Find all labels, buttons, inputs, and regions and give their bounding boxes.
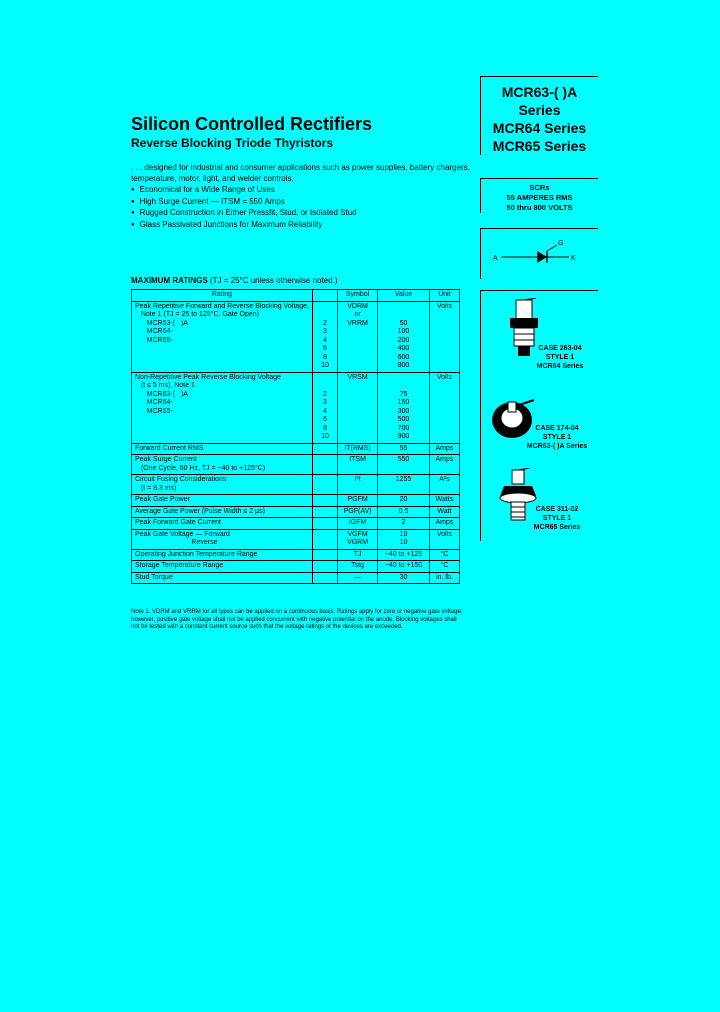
table-row xyxy=(132,372,460,443)
unit-cell: Amps xyxy=(429,443,459,455)
symbol-cell: TJ xyxy=(338,549,378,561)
rating-cell: Peak Forward Gate Current xyxy=(132,518,313,530)
code-cell xyxy=(312,561,337,573)
symbol-cell: — xyxy=(338,572,378,584)
unit-cell: Volts xyxy=(429,372,459,443)
unit-cell: °C xyxy=(429,561,459,573)
code-cell xyxy=(312,518,337,530)
case-style: STYLE 1 xyxy=(542,515,572,522)
value-cell: 2 xyxy=(378,518,430,530)
value-cell: 50 100 200 400 600 800 xyxy=(378,301,430,372)
table-row xyxy=(132,495,460,507)
symbol-cell: I²t xyxy=(338,475,378,495)
anode-label: A xyxy=(493,255,498,262)
code-cell xyxy=(312,572,337,584)
value-cell: 10 10 xyxy=(378,529,430,549)
spec-line: 55 AMPERES RMS xyxy=(506,193,573,202)
value-cell: −40 to +125 xyxy=(378,549,430,561)
unit-cell: °C xyxy=(429,549,459,561)
case-series: MCR63-( )A Series xyxy=(526,443,588,450)
header-rating: Rating xyxy=(132,290,313,302)
intro-text: . . . designed for industrial and consumer applications such as power supplies, battery chargers, temperature, motor, light, and welder controls. xyxy=(131,163,470,183)
feature-item: ● Economical for a Wide Range of Uses xyxy=(131,185,357,197)
spec-line: SCRs xyxy=(529,183,550,192)
case-number: CASE 311-02 xyxy=(535,506,579,513)
unit-cell: in. lb. xyxy=(429,572,459,584)
rating-cell: Storage Temperature Range xyxy=(132,561,313,573)
unit-cell: Volts xyxy=(429,301,459,372)
rating-cell: Peak Gate Voltage — Forward Reverse xyxy=(132,529,313,549)
rating-cell: Forward Current RMS xyxy=(132,443,313,455)
code-cell xyxy=(312,443,337,455)
package-caption xyxy=(517,424,597,451)
package-caption xyxy=(517,505,597,532)
table-row xyxy=(132,529,460,549)
header-value: Value xyxy=(378,290,430,302)
code-cell xyxy=(312,506,337,518)
symbol-cell: IT(RMS) xyxy=(338,443,378,455)
case-series: MCR64 Series xyxy=(536,363,584,370)
value-cell: 20 xyxy=(378,495,430,507)
table-row xyxy=(132,572,460,584)
rating-cell: Peak Gate Power xyxy=(132,495,313,507)
rating-cell: Peak Repetitive Forward and Reverse Blocking Voltage, Note 1 (TJ = 25 to 125°C, Gate Open) MCR63-( )A MCR64- MCR65- xyxy=(132,301,313,372)
rating-cell: Peak Surge Current (One Cycle, 60 Hz, TJ = −40 to +125°C) xyxy=(132,455,313,475)
header-code xyxy=(312,290,337,302)
unit-cell: A²s xyxy=(429,475,459,495)
case-style: STYLE 1 xyxy=(542,434,572,441)
ratings-body xyxy=(132,301,460,584)
case-series: MCR65 Series xyxy=(533,524,581,531)
table-row xyxy=(132,549,460,561)
feature-item: ● High Surge Current — ITSM = 550 Amps xyxy=(131,197,357,209)
series-line: MCR63-( )A xyxy=(501,84,578,100)
code-cell xyxy=(312,495,337,507)
series-line: Series xyxy=(518,102,561,118)
table-row xyxy=(132,443,460,455)
unit-cell: Amps xyxy=(429,518,459,530)
spec-line: 50 thru 800 VOLTS xyxy=(506,203,573,212)
scr-symbol-icon xyxy=(481,229,598,279)
code-cell: 2 3 4 6 8 10 xyxy=(312,372,337,443)
spec-box xyxy=(480,178,598,213)
ratings-title-text: MAXIMUM RATINGS xyxy=(131,276,208,285)
table-header-row xyxy=(132,290,460,302)
feature-list xyxy=(131,185,357,231)
page-title: Silicon Controlled Rectifiers xyxy=(131,114,373,134)
ratings-condition: (TJ = 25°C unless otherwise noted.) xyxy=(209,276,338,285)
rating-cell: Stud Torque xyxy=(132,572,313,584)
ratings-title xyxy=(131,276,337,285)
symbol-cell: VGFM VGRM xyxy=(338,529,378,549)
unit-cell: Volts xyxy=(429,529,459,549)
table-row xyxy=(132,518,460,530)
code-cell xyxy=(312,549,337,561)
unit-cell: Watt xyxy=(429,506,459,518)
code-cell xyxy=(312,455,337,475)
feature-item: ● Glass Passivated Junctions for Maximum Reliability xyxy=(131,220,357,232)
cathode-label: K xyxy=(571,255,576,262)
table-row xyxy=(132,301,460,372)
header-unit: Unit xyxy=(429,290,459,302)
ratings-table xyxy=(131,289,460,584)
header-symbol: Symbol xyxy=(338,290,378,302)
code-cell: 2 3 4 6 8 10 xyxy=(312,301,337,372)
symbol-cell: VDRM or VRRM xyxy=(338,301,378,372)
series-line: MCR65 Series xyxy=(492,138,587,154)
gate-label: G xyxy=(558,240,564,247)
table-row xyxy=(132,475,460,495)
value-cell: 0.5 xyxy=(378,506,430,518)
table-row xyxy=(132,455,460,475)
symbol-cell: PGFM xyxy=(338,495,378,507)
case-number: CASE 174-04 xyxy=(535,425,579,432)
symbol-cell: PGF(AV) xyxy=(338,506,378,518)
rating-cell: Average Gate Power (Pulse Width ≤ 2 μs) xyxy=(132,506,313,518)
symbol-cell: IGFM xyxy=(338,518,378,530)
series-line: MCR64 Series xyxy=(492,120,587,136)
footnote: Note 1. VDRM and VRRM for all types can be applied on a continuous basis. Ratings apply for zero or negative gate voltage; however, positive gate voltage shall not be applied concurrent with negative potential on the anode. Blocking voltages shall not be tested with a constant current source such that the voltage ratings of the devices are exceeded. xyxy=(131,609,463,630)
value-cell: 1255 xyxy=(378,475,430,495)
value-cell: −40 to +150 xyxy=(378,561,430,573)
unit-cell: Watts xyxy=(429,495,459,507)
package-caption xyxy=(520,344,600,371)
unit-cell: Amps xyxy=(429,455,459,475)
symbol-cell: ITSM xyxy=(338,455,378,475)
value-cell: 55 xyxy=(378,443,430,455)
code-cell xyxy=(312,475,337,495)
table-row xyxy=(132,506,460,518)
rating-cell: Operating Junction Temperature Range xyxy=(132,549,313,561)
symbol-cell: Tstg xyxy=(338,561,378,573)
series-box xyxy=(480,76,598,155)
scr-symbol-box xyxy=(480,228,598,279)
table-row xyxy=(132,561,460,573)
value-cell: 75 150 300 500 700 900 xyxy=(378,372,430,443)
rating-cell: Circuit Fusing Considerations (t = 8.3 ms) xyxy=(132,475,313,495)
value-cell: 30 xyxy=(378,572,430,584)
value-cell: 550 xyxy=(378,455,430,475)
code-cell xyxy=(312,529,337,549)
rating-cell: Non-Repetitive Peak Reverse Blocking Voltage (t ≤ 5 ms), Note 1 MCR63-( )A MCR64- MCR65- xyxy=(132,372,313,443)
case-number: CASE 263-04 xyxy=(538,345,582,352)
page-subtitle: Reverse Blocking Triode Thyristors xyxy=(131,136,334,150)
feature-item: ● Rugged Construction in Either Pressfit, Stud, or Isolated Stud xyxy=(131,208,357,220)
symbol-cell: VRSM xyxy=(338,372,378,443)
case-style: STYLE 1 xyxy=(545,354,575,361)
